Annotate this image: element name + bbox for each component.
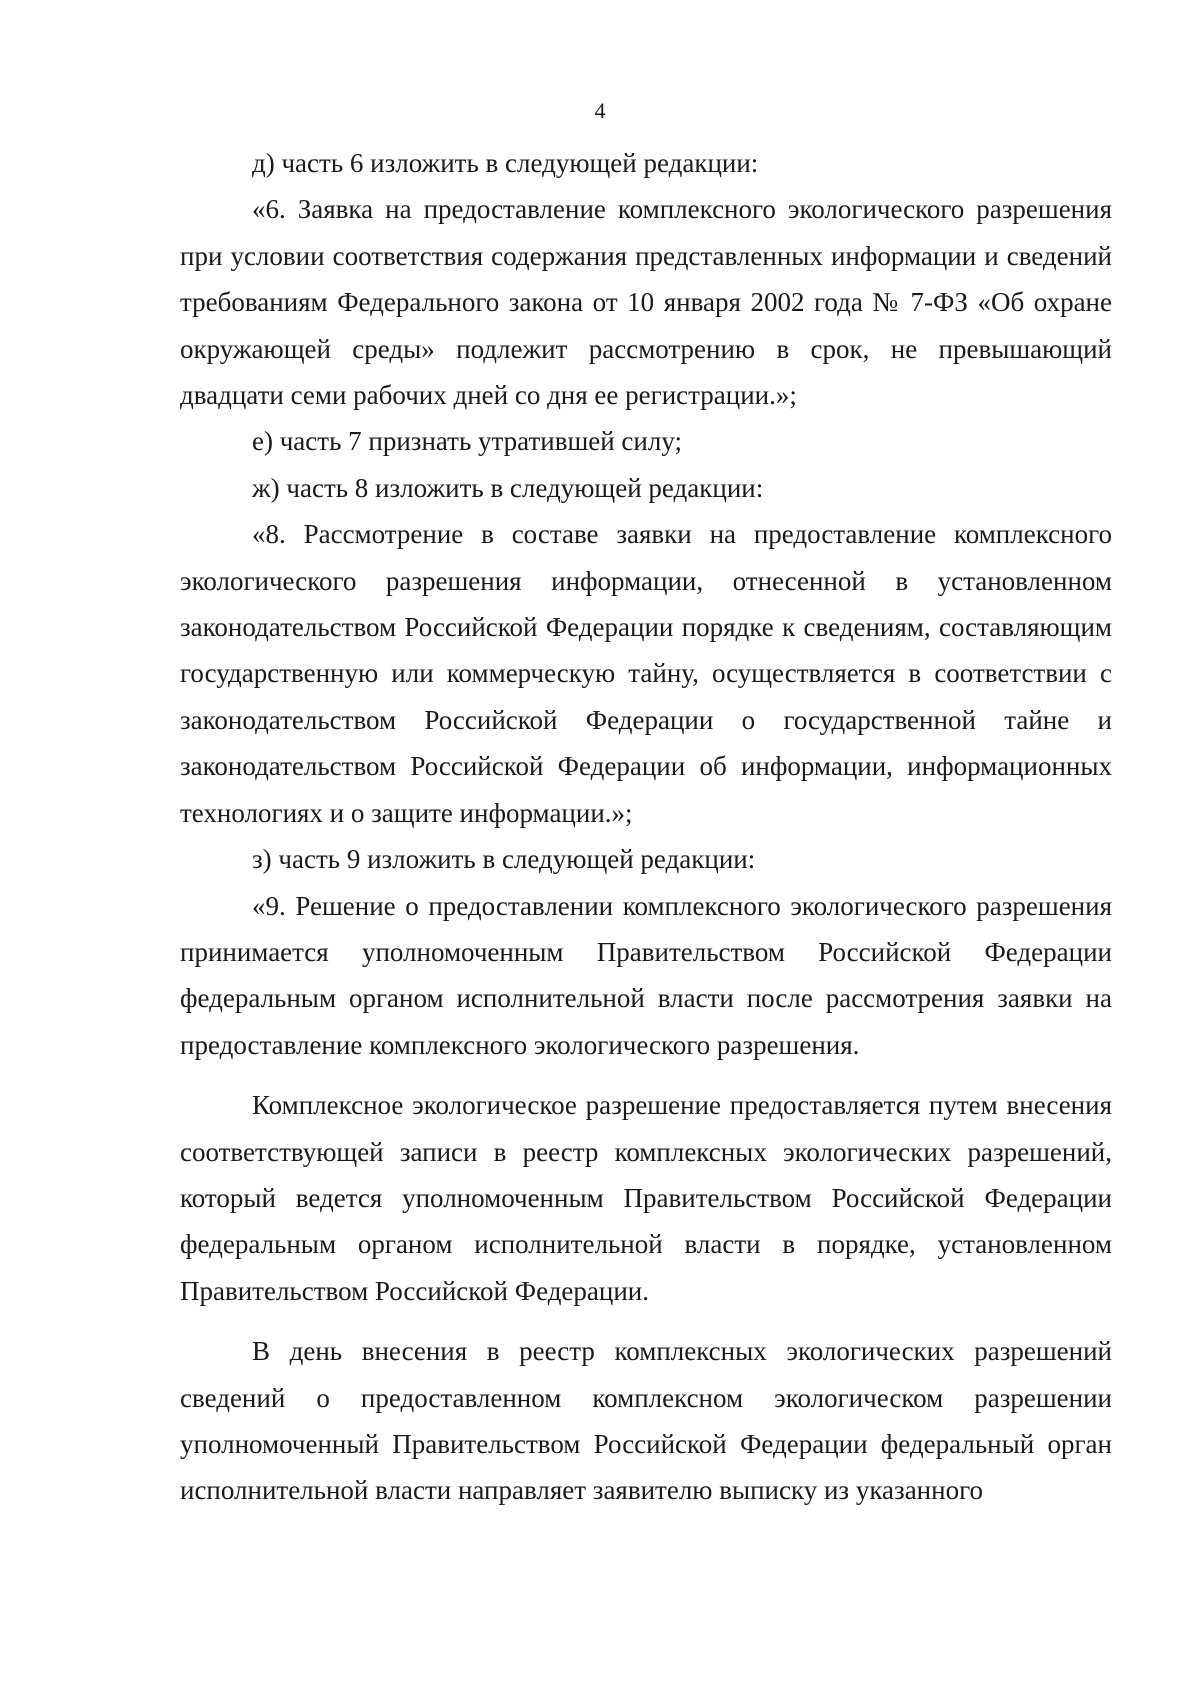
paragraph-item-d: д) часть 6 изложить в следующей редакции:: [252, 148, 759, 178]
paragraph-item-e: е) часть 7 признать утратившей силу;: [252, 426, 682, 457]
paragraph-part-9-text: «9. Решение о предоставлении комплексного экологического разрешения принимается уполномоченным Правительством Российской Федерации федеральным органом исполнительной власти после рассмотрения заявки на предоставление комплексного экологического разрешения.: [180, 890, 1112, 1060]
page-number: 4: [594, 98, 606, 123]
paragraph-permit-issuance: Комплексное экологическое разрешение предоставляется путем внесения соответствующей записи в реестр комплексных экологических разрешений, который ведется уполномоченным Правительством Российской Федерации федеральным органом исполнительной власти в порядке, установленном Правительством Российской Федерации.: [180, 1090, 1112, 1306]
paragraph-part-8-text: «8. Рассмотрение в составе заявки на предоставление комплексного экологического разрешения информации, отнесенной в установленном законодательством Российской Федерации порядке к сведениям, составляющим государственную или коммерческую тайну, осуществляется в соответствии с законодательством Российской Федерации о государственной тайне и законодательством Российской Федерации об информации, информационных технологиях и о защите информации.»;: [180, 519, 1112, 828]
paragraph-item-z: з) часть 9 изложить в следующей редакции:: [252, 844, 756, 875]
document-body: [180, 140, 1112, 1514]
paragraph-item-zh: ж) часть 8 изложить в следующей редакции:: [252, 472, 764, 503]
paragraph-registry-extract: В день внесения в реестр комплексных экологических разрешений сведений о предоставленном комплексном экологическом разрешении уполномоченный Правительством Российской Федерации федеральный орган исполнительной власти направляет заявителю выписку из указанного: [180, 1336, 1112, 1506]
paragraph-part-6-text: «6. Заявка на предоставление комплексного экологического разрешения при условии соответствия содержания представленных информации и сведений требованиям Федерального закона от 10 января 2002 года № 7-ФЗ «Об охране окружающей среды» подлежит рассмотрению в срок, не превышающий двадцати семи рабочих дней со дня ее регистрации.»;: [180, 194, 1112, 411]
